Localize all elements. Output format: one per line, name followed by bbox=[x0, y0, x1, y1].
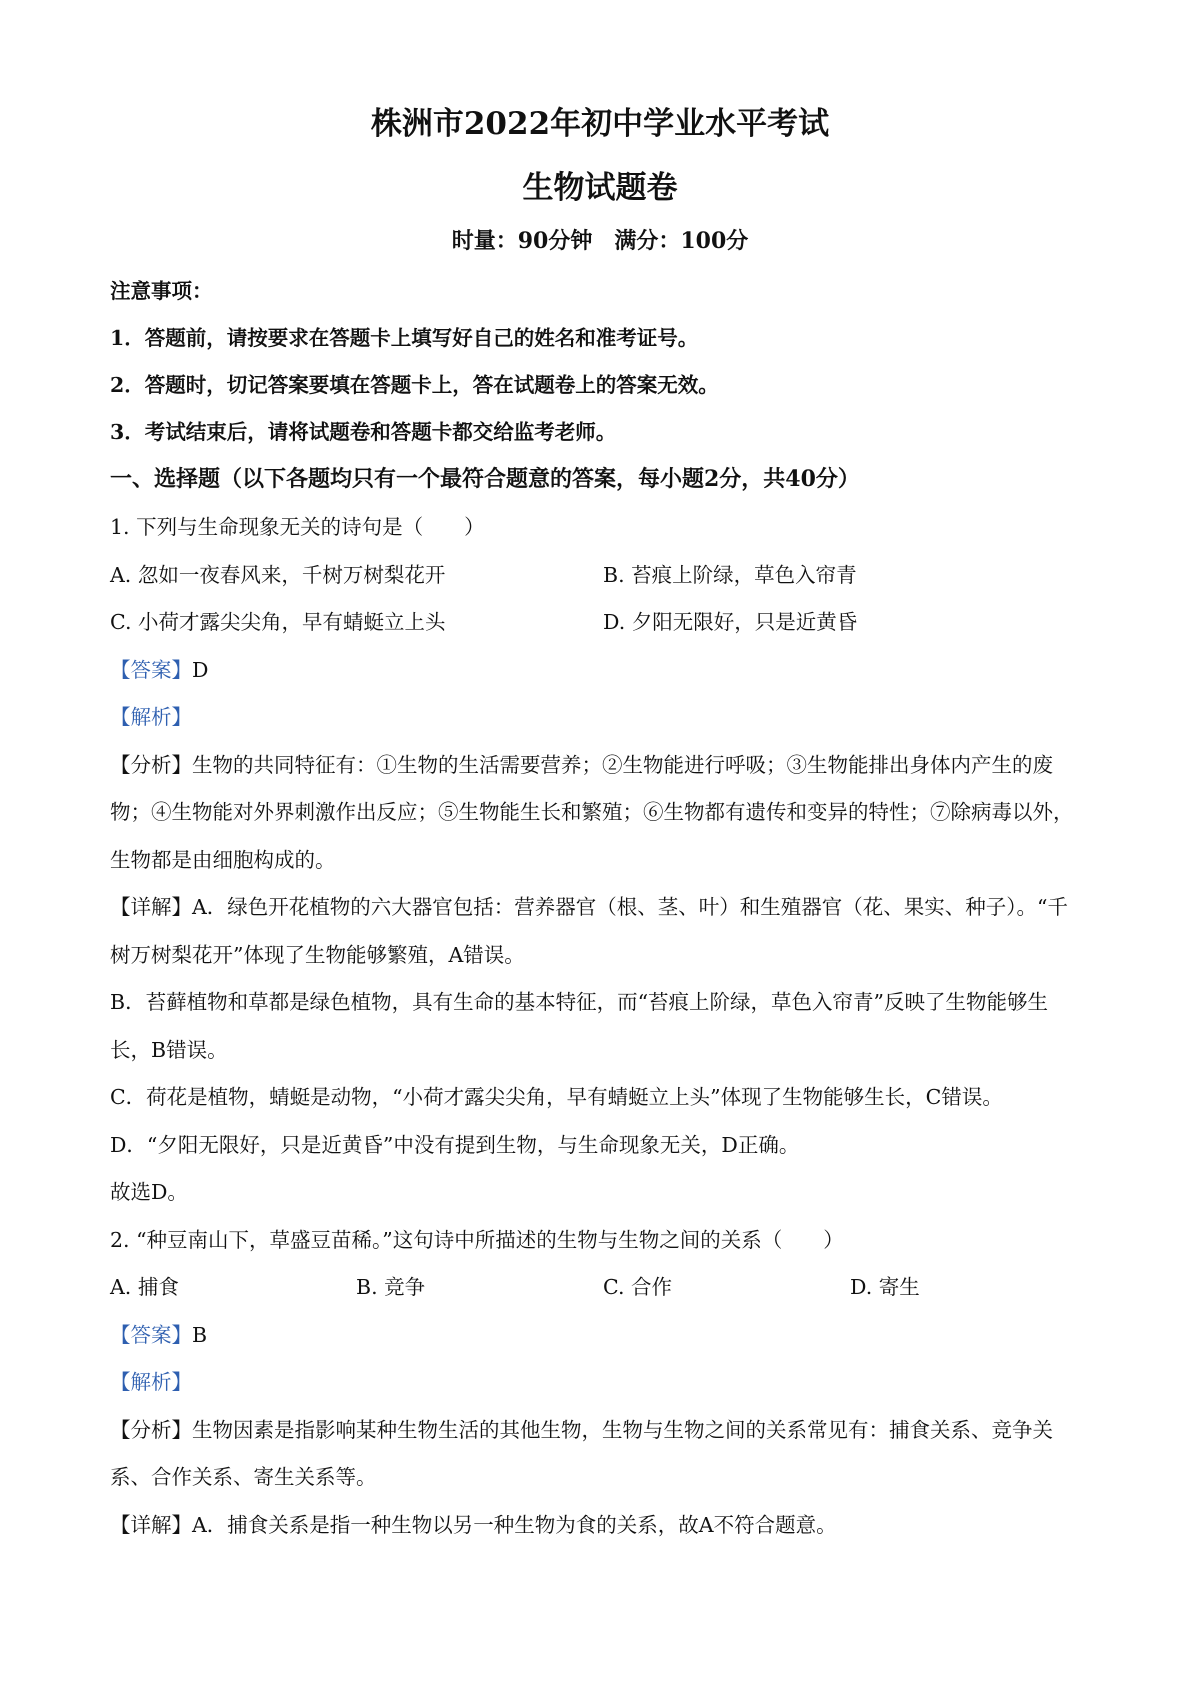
xiangjie-line bbox=[110, 1510, 837, 1540]
xiangjie-line: 树万树梨花开”体现了生物能够繁殖，A错误。 bbox=[110, 943, 525, 967]
answer-line bbox=[110, 1320, 207, 1350]
xiangjie-text: A．捕食关系是指一种生物以另一种生物为食的关系，故A不符合题意。 bbox=[192, 1513, 837, 1537]
question-option: C. 小荷才露尖尖角，早有蜻蜓立上头 bbox=[110, 610, 446, 634]
question-stem: 1. 下列与生命现象无关的诗句是（ ） bbox=[110, 515, 485, 539]
xiangjie-tag: 【详解】 bbox=[110, 1513, 192, 1537]
notice-item: 2．答题时，切记答案要填在答题卡上，答在试题卷上的答案无效。 bbox=[110, 373, 719, 397]
question-option: A. 忽如一夜春风来，千树万树梨花开 bbox=[110, 563, 446, 587]
section-heading: 一、选择题（以下各题均只有一个最符合题意的答案，每小题2分，共40分） bbox=[110, 466, 860, 492]
notice-item: 3．考试结束后，请将试题卷和答题卡都交给监考老师。 bbox=[110, 420, 617, 444]
fenxi-line: 物；④生物能对外界刺激作出反应；⑤生物能生长和繁殖；⑥生物都有遗传和变异的特性；⑦除病毒以外， bbox=[110, 800, 1074, 824]
question-option: B. 竞争 bbox=[356, 1275, 426, 1299]
question-stem: 2. “种豆南山下，草盛豆苗稀。”这句诗中所描述的生物与生物之间的关系（ ） bbox=[110, 1228, 844, 1252]
analysis-tag: 【解析】 bbox=[110, 705, 192, 729]
xiangjie-text: A．绿色开花植物的六大器官包括：营养器官（根、茎、叶）和生殖器官（花、果实、种子）。“千 bbox=[192, 895, 1069, 919]
question-option: A. 捕食 bbox=[110, 1275, 179, 1299]
xiangjie-line: D．“夕阳无限好，只是近黄昏”中没有提到生物，与生命现象无关，D正确。 bbox=[110, 1133, 800, 1157]
xiangjie-tag: 【详解】 bbox=[110, 895, 192, 919]
answer-tag: 【答案】 bbox=[110, 1323, 192, 1347]
fenxi-line: 生物都是由细胞构成的。 bbox=[110, 848, 336, 872]
fenxi-text: 生物的共同特征有：①生物的生活需要营养；②生物能进行呼吸；③生物能排出身体内产生的废 bbox=[192, 753, 1053, 777]
xiangjie-line: 长，B错误。 bbox=[110, 1038, 228, 1062]
question-option: D. 夕阳无限好，只是近黄昏 bbox=[603, 610, 858, 634]
exam-title: 株洲市2022年初中学业水平考试 bbox=[370, 106, 830, 142]
answer-tag: 【答案】 bbox=[110, 658, 192, 682]
answer-value: D bbox=[192, 658, 209, 682]
question-option: C. 合作 bbox=[603, 1275, 672, 1299]
fenxi-line: 系、合作关系、寄生关系等。 bbox=[110, 1465, 377, 1489]
xiangjie-line: 故选D。 bbox=[110, 1180, 188, 1204]
fenxi-tag: 【分析】 bbox=[110, 1418, 192, 1442]
answer-value: B bbox=[192, 1323, 208, 1347]
xiangjie-line: B．苔藓植物和草都是绿色植物，具有生命的基本特征，而“苔痕上阶绿，草色入帘青”反映了生物能够生 bbox=[110, 990, 1049, 1014]
notice-item: 1．答题前，请按要求在答题卡上填写好自己的姓名和准考证号。 bbox=[110, 326, 699, 350]
question-option: D. 寄生 bbox=[850, 1275, 920, 1299]
exam-subtitle: 生物试题卷 bbox=[522, 170, 678, 206]
analysis-tag: 【解析】 bbox=[110, 1370, 192, 1394]
answer-line bbox=[110, 655, 208, 685]
xiangjie-line bbox=[110, 892, 1068, 922]
fenxi-line bbox=[110, 1415, 1053, 1445]
fenxi-text: 生物因素是指影响某种生物生活的其他生物，生物与生物之间的关系常见有：捕食关系、竞争关 bbox=[192, 1418, 1053, 1442]
notice-heading: 注意事项： bbox=[110, 279, 213, 303]
fenxi-line bbox=[110, 750, 1053, 780]
xiangjie-line: C．荷花是植物，蜻蜓是动物，“小荷才露尖尖角，早有蜻蜓立上头”体现了生物能够生长，C错误。 bbox=[110, 1085, 1003, 1109]
question-option: B. 苔痕上阶绿，草色入帘青 bbox=[603, 563, 857, 587]
fenxi-tag: 【分析】 bbox=[110, 753, 192, 777]
exam-time-score: 时量：90分钟 满分：100分 bbox=[451, 228, 749, 254]
